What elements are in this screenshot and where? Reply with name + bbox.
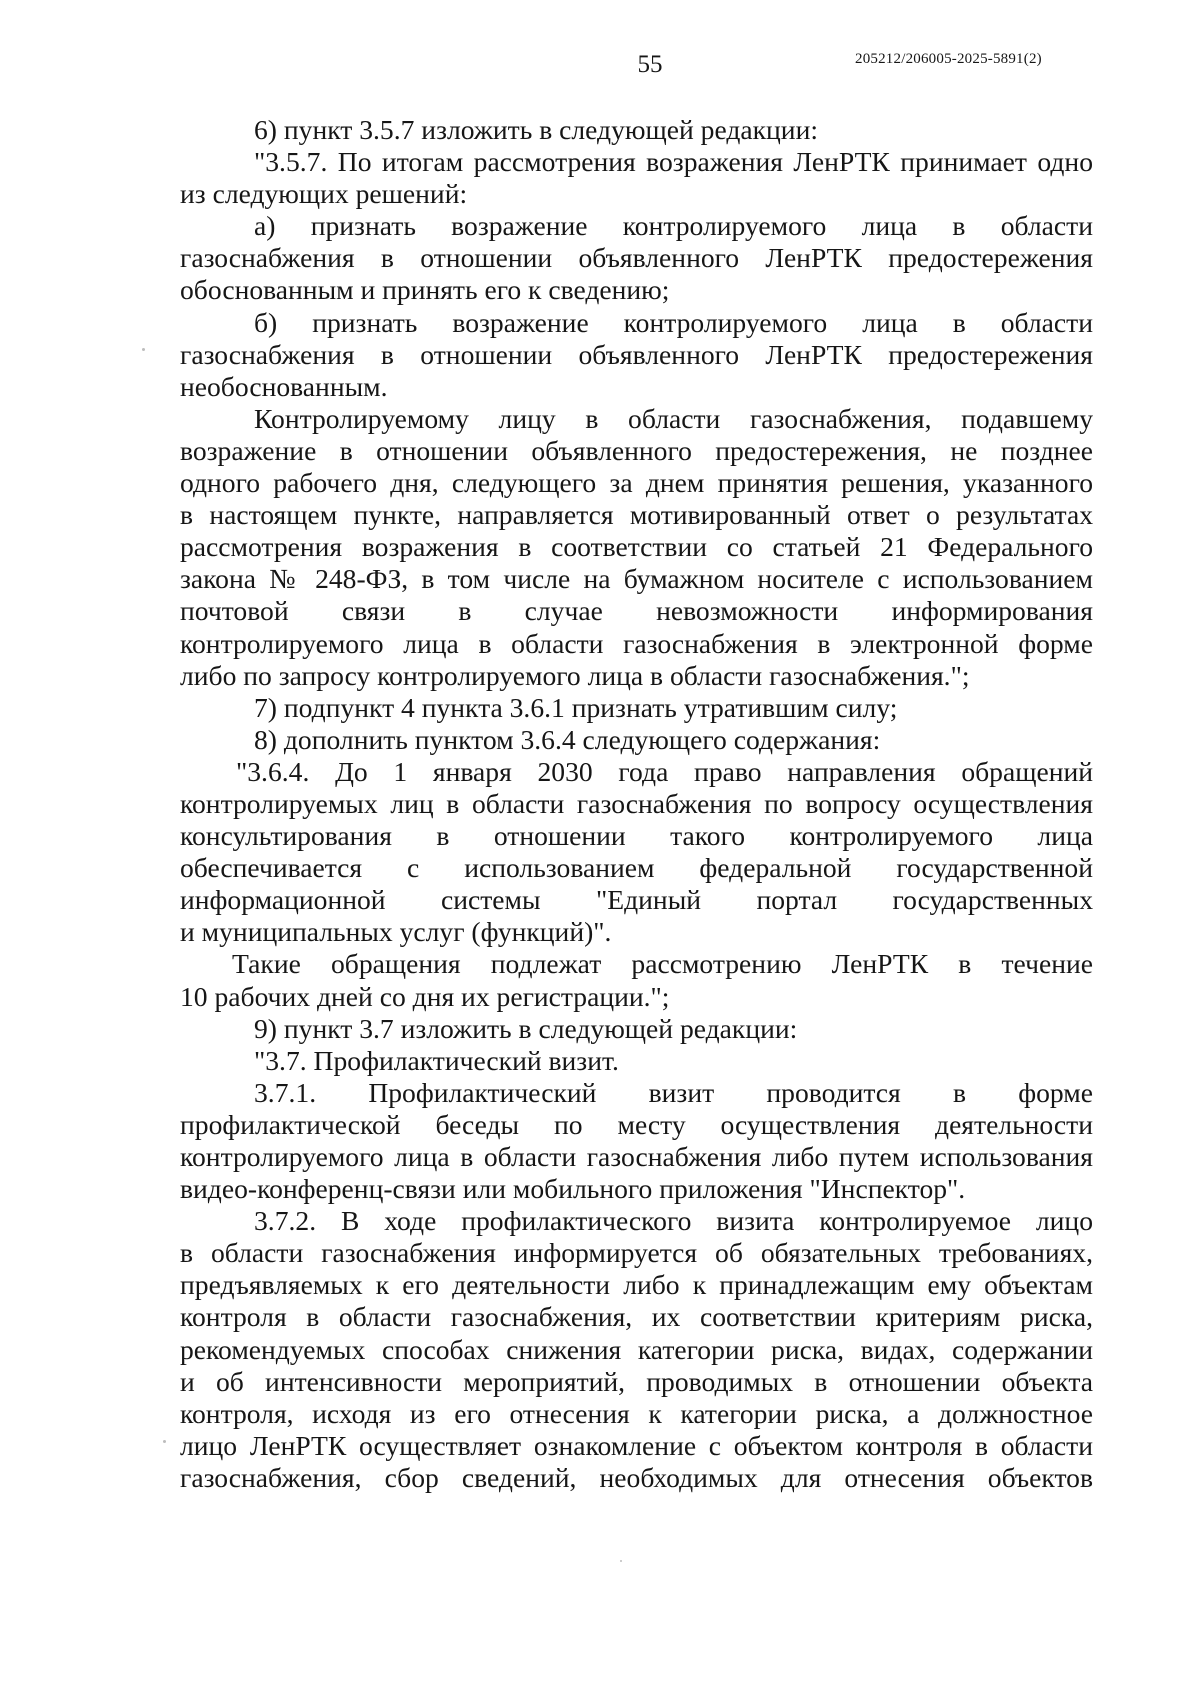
text-line: 8) дополнить пунктом 3.6.4 следующего содержания: <box>254 723 881 755</box>
text-line: контролируемого лица в области газоснабжения в электронной форме <box>180 627 1093 659</box>
text-line: а) признать возражение контролируемого лица в области <box>254 210 1093 242</box>
text-line: консультирования в отношении такого контролируемого лица <box>180 820 1093 852</box>
text-line: Контролируемому лицу в области газоснабжения, подавшему <box>254 402 1093 434</box>
text-line: в области газоснабжения информируется об обязательных требованиях, <box>180 1237 1093 1269</box>
text-line: либо по запросу контролируемого лица в области газоснабжения."; <box>180 659 970 691</box>
text-line: контроля в области газоснабжения, их соответствии критериям риска, <box>180 1301 1093 1333</box>
text-line: 3.7.1. Профилактический визит проводится в форме <box>254 1076 1093 1108</box>
text-line: информационной системы "Единый портал государственных <box>180 884 1093 916</box>
text-line: 3.7.2. В ходе профилактического визита контролируемое лицо <box>254 1205 1093 1237</box>
text-line: почтовой связи в случае невозможности информирования <box>180 595 1093 627</box>
text-line: контроля, исходя из его отнесения к категории риска, а должностное <box>180 1397 1093 1429</box>
text-line: и муниципальных услуг (функций)". <box>180 916 612 948</box>
text-line: и об интенсивности мероприятий, проводимых в отношении объекта <box>180 1365 1093 1397</box>
text-line: предъявляемых к его деятельности либо к принадлежащим ему объектам <box>180 1269 1093 1301</box>
text-line: профилактической беседы по месту осуществления деятельности <box>180 1108 1093 1140</box>
page-number: 55 <box>637 51 663 78</box>
text-line: 6) пункт 3.5.7 изложить в следующей редакции: <box>254 114 819 145</box>
text-line: обоснованным и принять его к сведению; <box>180 274 670 306</box>
text-line: 9) пункт 3.7 изложить в следующей редакции: <box>254 1012 798 1044</box>
text-line: закона № 248-ФЗ, в том числе на бумажном носителе с использованием <box>180 563 1093 595</box>
text-line: необоснованным. <box>180 370 388 402</box>
text-line: Такие обращения подлежат рассмотрению ЛенРТК в течение <box>232 948 1093 980</box>
text-line: "3.5.7. По итогам рассмотрения возражения ЛенРТК принимает одно <box>254 146 1093 178</box>
text-line: контролируемого лица в области газоснабжения либо путем использования <box>180 1141 1093 1172</box>
text-line: лицо ЛенРТК осуществляет ознакомление с объектом контроля в области <box>180 1429 1093 1461</box>
text-line: возражение в отношении объявленного предостережения, не позднее <box>180 434 1093 466</box>
text-line: "3.6.4. До 1 января 2030 года право направления обращений <box>236 755 1093 787</box>
text-line: 10 рабочих дней со дня их регистрации."; <box>180 980 670 1012</box>
text-line: рекомендуемых способах снижения категории риска, видах, содержании <box>180 1333 1093 1365</box>
text-line: в настоящем пункте, направляется мотивированный ответ о результатах <box>180 499 1093 531</box>
text-line: контролируемых лиц в области газоснабжения по вопросу осуществления <box>180 787 1093 819</box>
text-line: видео-конференц-связи или мобильного приложения "Инспектор". <box>180 1173 966 1205</box>
scan-speck <box>142 348 145 351</box>
scan-speck <box>620 1560 622 1562</box>
text-line: газоснабжения в отношении объявленного ЛенРТК предостережения <box>180 242 1093 274</box>
text-line: газоснабжения в отношении объявленного ЛенРТК предостережения <box>180 338 1093 370</box>
text-line: б) признать возражение контролируемого лица в области <box>254 306 1093 338</box>
document-body <box>180 114 1093 1494</box>
text-line: одного рабочего дня, следующего за днем принятия решения, указанного <box>180 467 1093 499</box>
text-line: рассмотрения возражения в соответствии со статьей 21 Федерального <box>180 531 1093 563</box>
scan-speck <box>163 1440 166 1443</box>
text-line: 7) подпункт 4 пункта 3.6.1 признать утратившим силу; <box>254 691 898 723</box>
text-line: "3.7. Профилактический визит. <box>254 1044 619 1076</box>
document-id: 205212/206005-2025-5891(2) <box>855 51 1042 67</box>
text-line: газоснабжения, сбор сведений, необходимых для отнесения объектов <box>180 1461 1093 1493</box>
text-line: из следующих решений: <box>180 178 468 210</box>
text-line: обеспечивается с использованием федеральной государственной <box>180 852 1093 884</box>
